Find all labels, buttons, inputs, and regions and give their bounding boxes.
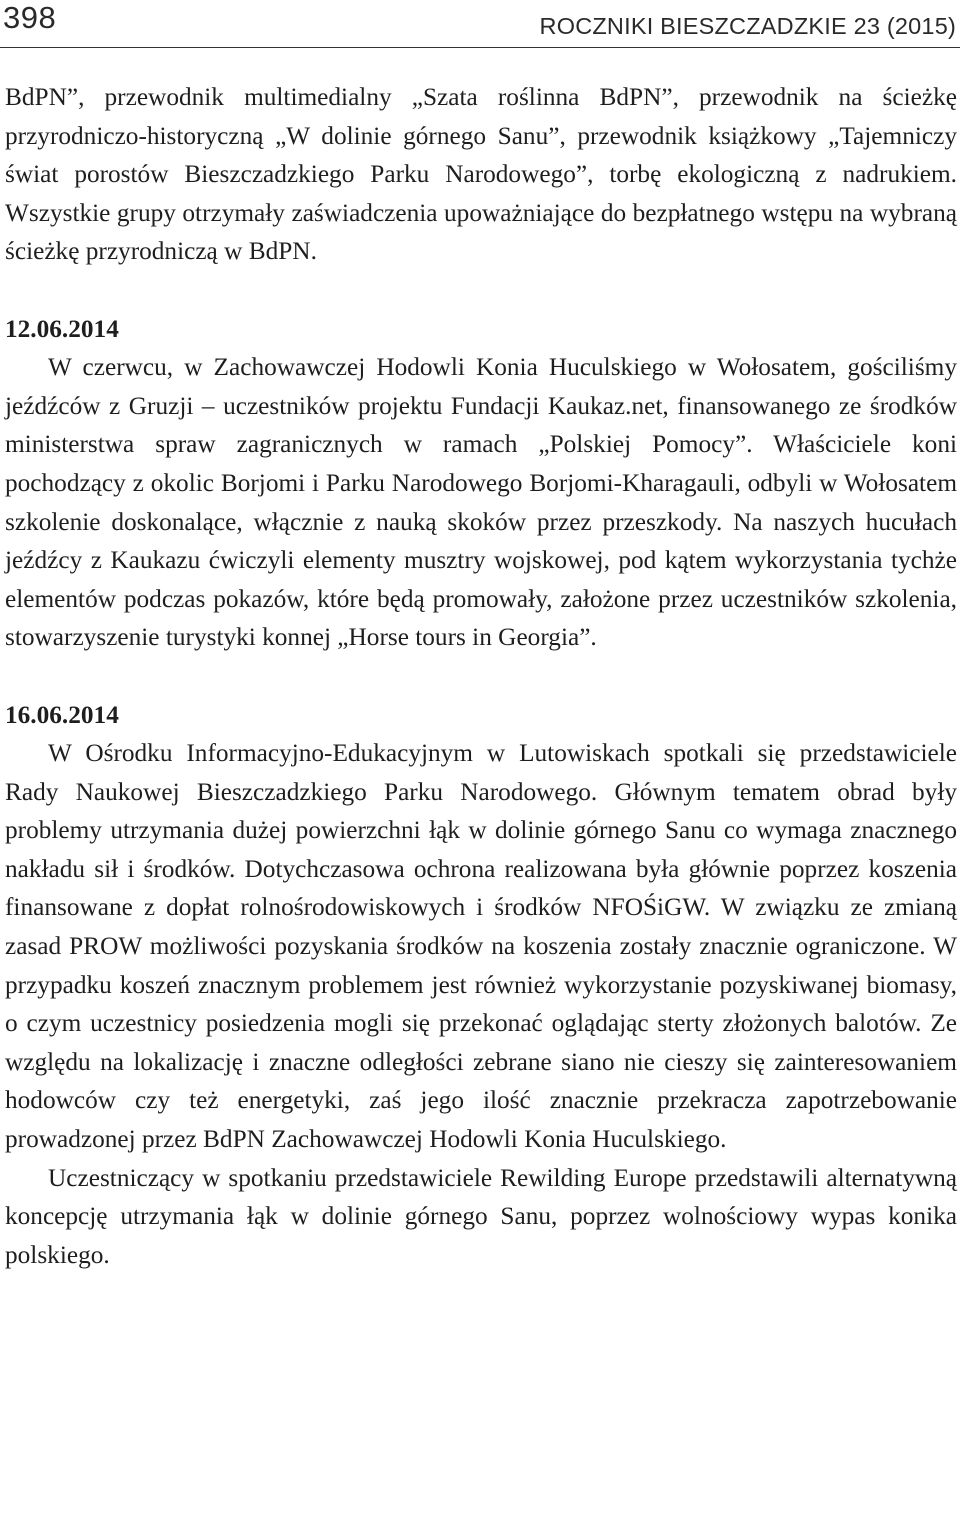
- running-header: [0, 0, 960, 48]
- entry-paragraph: Uczestniczący w spotkaniu przedstawiciele Rewilding Europe przedstawili alternatywną koncepcję utrzymania łąk w dolinie górnego Sanu, poprzez wolnościowy wypas konika polskiego.: [5, 1163, 957, 1269]
- entry-paragraph: W Ośrodku Informacyjno-Edukacyjnym w Lutowiskach spotkali się przedstawiciele Rady Naukowej Bieszczadzkiego Parku Narodowego. Głównym tematem obrad były problemy utrzymania dużej powierzchni łąk w dolinie górnego Sanu co wymaga znacznego nakładu sił i środków. Dotychczasowa ochrona realizowana była głównie poprzez koszenia finansowane z dopłat rolnośrodowiskowych i środków NFOŚiGW. W związku ze zmianą zasad PROW możliwości pozyskania środków na koszenia zostały znacznie ograniczone. W przypadku koszeń znacznym problemem jest również wykorzystanie pozyskiwanej biomasy, o czym uczestnicy posiedzenia mogli się przekonać oglądając sterty złożonych balotów. Ze względu na lokalizację i znaczne odległości zebrane siano nie cieszy się zainteresowaniem hodowców czy też energetyki, zaś jego ilość znacznie przekracza zapotrzebowanie prowadzonej przez BdPN Zachowawczej Hodowli Konia Huculskiego.: [5, 739, 957, 1154]
- intro-paragraph: BdPN”, przewodnik multimedialny „Szata roślinna BdPN”, przewodnik na ścieżkę przyrodniczo-historyczną „W dolinie górnego Sanu”, przewodnik książkowy „Tajemniczy świat porostów Bieszczadzkiego Parku Narodowego”, torbę ekologiczną z nadrukiem. Wszystkie grupy otrzymały zaświadczenia upoważniające do bezpłatnego wstępu na wybraną ścieżkę przyrodniczą w BdPN.: [5, 83, 957, 266]
- entry-date: 12.06.2014: [5, 314, 119, 343]
- body-text: [5, 78, 957, 1274]
- entry-date: 16.06.2014: [5, 700, 119, 729]
- entry-2014-06-12: [5, 310, 957, 657]
- header-rule: [0, 47, 960, 48]
- entry-paragraph: W czerwcu, w Zachowawczej Hodowli Konia Huculskiego w Wołosatem, gościliśmy jeźdźców z Gruzji – uczestników projektu Fundacji Kaukaz.net, finansowanego ze środków ministerstwa spraw zagranicznych w ramach „Polskiej Pomocy”. Właściciele koni pochodzący z okolic Borjomi i Parku Narodowego Borjomi-Kharagauli, odbyli w Wołosatem szkolenie doskonalące, włącznie z nauką skoków przez przeszkody. Na naszych hucułach jeźdźcy z Kaukazu ćwiczyli elementy musztry wojskowej, pod kątem wykorzystania tychże elementów podczas pokazów, które będą promowały, założone przez uczestników szkolenia, stowarzyszenie turystyki konnej „Horse tours in Georgia”.: [5, 353, 957, 652]
- entry-2014-06-16: [5, 696, 957, 1275]
- page-number: 398: [3, 0, 57, 35]
- journal-title: ROCZNIKI BIESZCZADZKIE 23 (2015): [539, 13, 956, 39]
